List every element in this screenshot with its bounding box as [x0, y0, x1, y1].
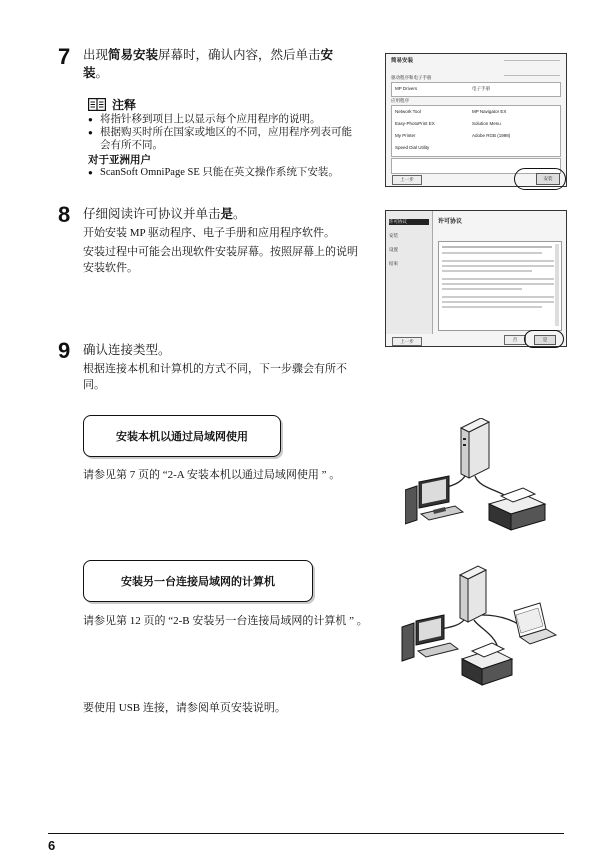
item-label: Network Tool: [395, 109, 421, 114]
book-icon: [88, 98, 106, 111]
title-text: 。: [95, 66, 109, 80]
option-label: 安装本机以通过局域网使用: [116, 431, 248, 443]
title-emphasis: 安装: [83, 48, 334, 80]
step-number: 9: [58, 338, 71, 363]
note-header: [88, 96, 136, 113]
scrollbar[interactable]: [555, 244, 559, 326]
note-title: 注释: [112, 98, 137, 112]
network-diagram-illustration-2: [400, 565, 560, 690]
sidebar-item: 安装: [389, 233, 398, 238]
title-text: 仔细阅读许可协议并单击: [83, 207, 221, 221]
item-label: Easy-PhotoPrint EX: [395, 121, 435, 126]
usb-note: 要使用 USB 连接，请参阅单页安装说明。: [83, 702, 286, 714]
sidebar-item: 设置: [389, 247, 398, 252]
title-emphasis: 是: [220, 207, 234, 221]
laptop-icon: [514, 603, 556, 644]
screenshot-title: 简易安装: [391, 58, 414, 64]
item-label: Adobe RGB (1998): [472, 133, 511, 138]
back-button[interactable]: 上一步: [392, 175, 422, 185]
page-number: 6: [48, 838, 56, 853]
step-paragraph: 根据连接本机和计算机的方式不同，下一步骤会有所不同。: [83, 363, 347, 391]
license-text-box: [438, 241, 562, 331]
desktop-computer-icon: [405, 476, 463, 524]
step-title: [83, 46, 353, 82]
highlight-ring: [514, 168, 566, 190]
step-title: [83, 205, 353, 223]
no-button[interactable]: 否: [504, 335, 526, 345]
printer-icon: [462, 643, 512, 685]
disk-info: [504, 60, 560, 76]
easy-install-screenshot: [385, 53, 567, 187]
item-label: MP Navigator EX: [472, 109, 507, 114]
step-number: 8: [58, 202, 71, 227]
asia-list: [88, 166, 368, 179]
section-label: 驱动程序和电子手册: [391, 75, 432, 80]
router-icon: [461, 418, 489, 478]
highlight-ring: [524, 330, 564, 348]
option-lan-setup-button[interactable]: [83, 415, 281, 457]
license-screenshot: [385, 210, 567, 347]
router-icon: [460, 566, 486, 622]
step-paragraph: 开始安装 MP 驱动程序、电子手册和应用程序软件。: [83, 227, 335, 239]
page-reference: 请参见第 12 页的 “2-B 安装另一台连接局域网的计算机 ” 。: [83, 615, 368, 627]
footer-rule: [48, 833, 564, 834]
asia-heading: 对于亚洲用户: [88, 154, 151, 166]
step-paragraph: 安装过程中可能会出现软件安装屏幕。按照屏幕上的说明安装软件。: [83, 246, 358, 274]
printer-icon: [489, 488, 545, 530]
screenshot-title: 许可协议: [438, 219, 463, 225]
title-text: 屏幕时，确认内容，然后单击: [158, 48, 321, 62]
yes-button[interactable]: 是: [534, 335, 556, 345]
sidebar-item: 许可协议: [389, 219, 429, 225]
item-label: MP Drivers: [395, 86, 418, 91]
note-item: ● 将指针移到项目上以显示每个应用程序的说明。: [88, 113, 360, 126]
app-list: [391, 105, 561, 157]
option-another-computer-button[interactable]: [83, 560, 313, 602]
driver-row: [391, 82, 561, 97]
title-text: 出现: [83, 48, 109, 62]
sidebar-item: 结束: [389, 261, 398, 266]
item-label: 电子手册: [472, 86, 490, 91]
section-label: 应用程序: [391, 98, 409, 103]
install-button[interactable]: 安装: [536, 173, 560, 185]
item-label: Speed Dial Utility: [395, 145, 430, 150]
note-item: ● ScanSoft OmniPage SE 只能在英文操作系统下安装。: [88, 166, 368, 179]
network-diagram-illustration: [405, 418, 555, 533]
page-reference: 请参见第 7 页的 “2-A 安装本机以通过局域网使用 ” 。: [83, 469, 341, 481]
title-emphasis: 简易安装: [108, 48, 159, 62]
option-label: 安装另一台连接局域网的计算机: [121, 576, 275, 588]
sidebar: [386, 211, 433, 334]
title-text: 。: [233, 207, 246, 221]
desktop-computer-icon: [402, 615, 458, 661]
item-label: My Printer: [395, 133, 416, 138]
note-item: ● 根据购买时所在国家或地区的不同，应用程序列表可能会有所不同。: [88, 126, 360, 152]
step-title: 确认连接类型。: [83, 343, 171, 357]
note-list: [88, 113, 360, 152]
back-button[interactable]: 上一步: [392, 337, 422, 346]
step-number: 7: [58, 44, 71, 69]
item-label: Solution Menu: [472, 121, 501, 126]
